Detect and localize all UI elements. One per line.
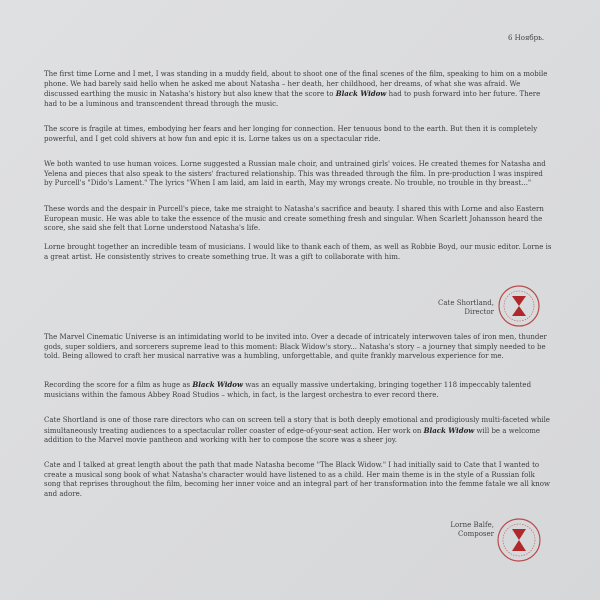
paragraph: We both wanted to use human voices. Lorne suggested a Russian male choir, and untrained girls' voices. He created themes for Natasha and Yelena and pieces that also speak to the sisters' fractured relationship. This was threaded through the film. In pre-production I was inspired by Purcell's "Dido's Lament." The lyrics "When I am laid, am laid in earth, May my wrongs create. No trouble, no trouble in thy breast..." bbox=[44, 160, 546, 187]
signature-role: Composer bbox=[458, 530, 494, 538]
signature-name: Cate Shortland, bbox=[437, 299, 494, 307]
paragraph: Cate Shortland is one of those rare directors who can on screen tell a story that is both deeply emotional and prodigiously multi-faceted while simultaneously treating audiences to a spectacular roller coaster of edge-of-your-seat action. Her work on Black Widow will be a welcome addition to the Marvel movie pantheon and working with her to compose the score was a sheer joy. bbox=[44, 416, 550, 444]
hourglass-stamp-icon bbox=[496, 517, 542, 563]
paragraph: Lorne brought together an incredible team of musicians. I would like to thank each of them, as well as Robbie Boyd, our music editor. Lorne is a great artist. He consistently strives to create something true. It was a gift to collaborate with him. bbox=[44, 243, 552, 261]
paragraph: These words and the despair in Purcell's piece, take me straight to Natasha's sacrifice and beauty. I shared this with Lorne and also Eastern European music. He was able to take the essence of the music and create something fresh and singular. When Scarlett Johansson heard the score, she said she felt that Lorne understood Natasha's life. bbox=[44, 205, 544, 232]
signature-name: Lorne Balfe, bbox=[450, 521, 494, 529]
date-label: 6 Ноябрь. bbox=[508, 34, 545, 42]
paragraph: Cate and I talked at great length about the path that made Natasha become "The Black Widow." I had initially said to Cate that I wanted to create a musical song book of what Natasha's character would have listened to as a child. Her main theme is in the style of a Russian folk song that reprises throughout the film, becoming her inner voice and an integral part of her transformation into the femme fatale we all know and adore. bbox=[44, 461, 550, 498]
paragraph: The score is fragile at times, embodying her fears and her longing for connection. Her tenuous bond to the earth. But then it is completely powerful, and I get cold shivers at how fun and epic it is. Lorne takes us on a spectacular ride. bbox=[44, 125, 538, 143]
signature-role: Director bbox=[464, 308, 494, 316]
paragraph: Recording the score for a film as huge as Black Widow was an equally massive undertaking, bringing together 118 impeccably talented musicians within the famous Abbey Road Studios – which, in fact, is the largest orchestra to ever record there. bbox=[44, 380, 532, 399]
composer-signature bbox=[450, 521, 494, 539]
paragraph: The first time Lorne and I met, I was standing in a muddy field, about to shoot one of the final scenes of the film, speaking to him on a mobile phone. We had barely said hello when he asked me about Natasha – her death, her childhood, her dreams, of what she was afraid. We discussed earthing the music in Natasha's history but also knew that the score to Black Widow had to push forward into her future. There had to be a luminous and transcendent thread through the music. bbox=[44, 70, 548, 108]
director-signature bbox=[438, 299, 494, 317]
hourglass-stamp-icon bbox=[497, 284, 541, 328]
paragraph: The Marvel Cinematic Universe is an intimidating world to be invited into. Over a decade of intricately interwoven tales of iron men, thunder gods, super soldiers, and sorcerers supreme lead to this moment: Black Widow's story... Natasha's story – a journey that simply needed to be told. Being allowed to craft her musical narrative was a humbling, unforgettable, and quite frankly marvelous experience for me. bbox=[44, 333, 547, 360]
